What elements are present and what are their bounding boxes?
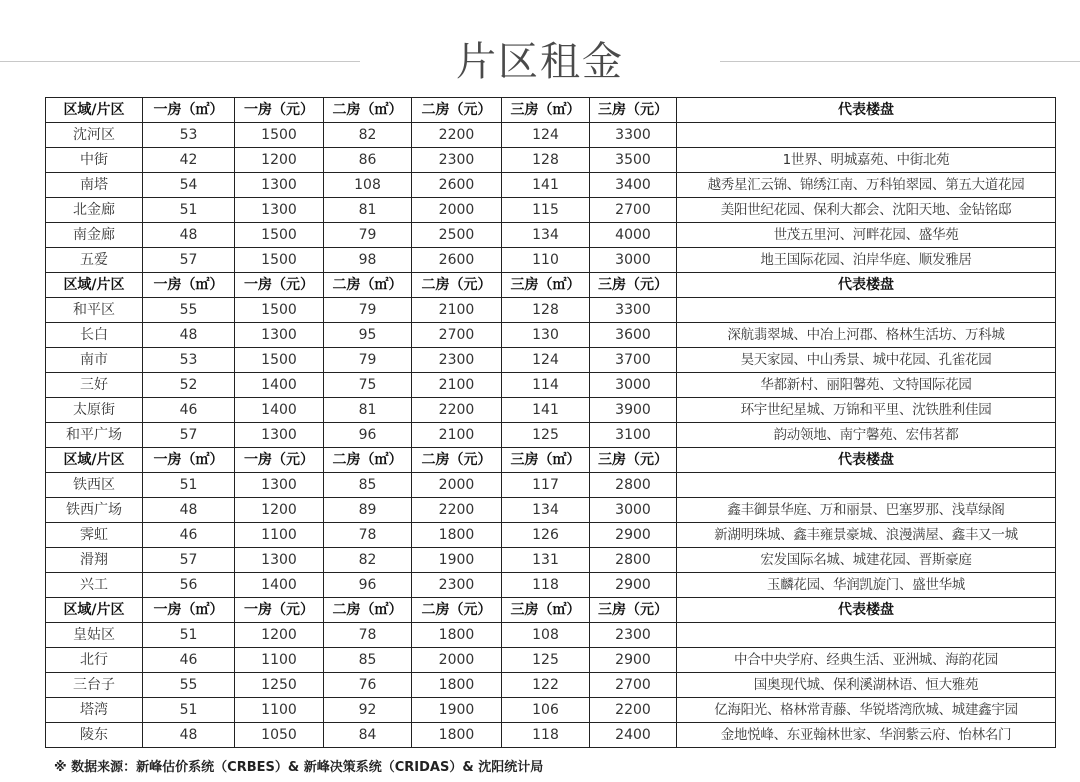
table-row bbox=[46, 423, 1056, 448]
district-cell: 沈河区 bbox=[46, 123, 143, 148]
two-room-area-cell: 76 bbox=[324, 673, 412, 698]
one-room-rent-cell: 1300 bbox=[235, 473, 324, 498]
one-room-rent-cell: 1300 bbox=[235, 548, 324, 573]
one-room-area-cell: 53 bbox=[143, 348, 235, 373]
column-header: 三房（㎡） bbox=[502, 598, 590, 623]
projects-cell: 玉麟花园、华润凯旋门、盛世华城 bbox=[677, 573, 1056, 598]
one-room-rent-cell: 1300 bbox=[235, 323, 324, 348]
two-room-rent-cell: 1800 bbox=[412, 623, 502, 648]
three-room-rent-cell: 2200 bbox=[590, 698, 677, 723]
one-room-area-cell: 55 bbox=[143, 298, 235, 323]
title-row bbox=[0, 32, 1080, 92]
table-row bbox=[46, 673, 1056, 698]
three-room-rent-cell: 2700 bbox=[590, 673, 677, 698]
district-summary-row bbox=[46, 473, 1056, 498]
three-room-rent-cell: 3000 bbox=[590, 373, 677, 398]
district-cell: 霁虹 bbox=[46, 523, 143, 548]
one-room-area-cell: 54 bbox=[143, 173, 235, 198]
projects-cell bbox=[677, 298, 1056, 323]
three-room-area-cell: 128 bbox=[502, 148, 590, 173]
column-header: 二房（㎡） bbox=[324, 98, 412, 123]
column-header: 一房（元） bbox=[235, 273, 324, 298]
one-room-rent-cell: 1100 bbox=[235, 698, 324, 723]
three-room-rent-cell: 3300 bbox=[590, 123, 677, 148]
one-room-area-cell: 52 bbox=[143, 373, 235, 398]
three-room-rent-cell: 3100 bbox=[590, 423, 677, 448]
projects-cell: 中合中央学府、经典生活、亚洲城、海韵花园 bbox=[677, 648, 1056, 673]
one-room-rent-cell: 1200 bbox=[235, 498, 324, 523]
projects-cell: 昊天家园、中山秀景、城中花园、孔雀花园 bbox=[677, 348, 1056, 373]
table-header-row bbox=[46, 98, 1056, 123]
two-room-rent-cell: 2100 bbox=[412, 373, 502, 398]
column-header: 区域/片区 bbox=[46, 598, 143, 623]
three-room-rent-cell: 3000 bbox=[590, 248, 677, 273]
one-room-area-cell: 53 bbox=[143, 123, 235, 148]
three-room-rent-cell: 2900 bbox=[590, 523, 677, 548]
two-room-area-cell: 89 bbox=[324, 498, 412, 523]
one-room-rent-cell: 1200 bbox=[235, 148, 324, 173]
table-row bbox=[46, 573, 1056, 598]
one-room-rent-cell: 1400 bbox=[235, 398, 324, 423]
two-room-area-cell: 85 bbox=[324, 648, 412, 673]
three-room-area-cell: 141 bbox=[502, 173, 590, 198]
one-room-area-cell: 48 bbox=[143, 323, 235, 348]
projects-cell: 环宇世纪星城、万锦和平里、沈铁胜利佳园 bbox=[677, 398, 1056, 423]
projects-cell: 华都新村、丽阳馨苑、文特国际花园 bbox=[677, 373, 1056, 398]
two-room-area-cell: 86 bbox=[324, 148, 412, 173]
two-room-area-cell: 92 bbox=[324, 698, 412, 723]
three-room-rent-cell: 2700 bbox=[590, 198, 677, 223]
two-room-area-cell: 81 bbox=[324, 398, 412, 423]
one-room-rent-cell: 1400 bbox=[235, 573, 324, 598]
table-header-row bbox=[46, 598, 1056, 623]
column-header: 三房（元） bbox=[590, 598, 677, 623]
two-room-rent-cell: 2200 bbox=[412, 123, 502, 148]
column-header: 一房（㎡） bbox=[143, 98, 235, 123]
table-row bbox=[46, 498, 1056, 523]
column-header: 二房（元） bbox=[412, 273, 502, 298]
column-header: 代表楼盘 bbox=[677, 598, 1056, 623]
two-room-area-cell: 108 bbox=[324, 173, 412, 198]
table-row bbox=[46, 373, 1056, 398]
one-room-area-cell: 57 bbox=[143, 548, 235, 573]
three-room-area-cell: 125 bbox=[502, 423, 590, 448]
one-room-rent-cell: 1500 bbox=[235, 348, 324, 373]
column-header: 一房（元） bbox=[235, 598, 324, 623]
three-room-area-cell: 114 bbox=[502, 373, 590, 398]
one-room-area-cell: 51 bbox=[143, 473, 235, 498]
rent-table bbox=[45, 97, 1056, 748]
page-title: 片区租金 bbox=[456, 39, 624, 85]
three-room-rent-cell: 3500 bbox=[590, 148, 677, 173]
two-room-rent-cell: 2200 bbox=[412, 498, 502, 523]
one-room-area-cell: 46 bbox=[143, 523, 235, 548]
table-row bbox=[46, 698, 1056, 723]
two-room-area-cell: 98 bbox=[324, 248, 412, 273]
data-source-footnote: ※ 数据来源：新峰估价系统（CRBES）& 新峰决策系统（CRIDAS）& 沈阳统计局 bbox=[54, 760, 544, 775]
three-room-rent-cell: 2800 bbox=[590, 548, 677, 573]
table-row bbox=[46, 223, 1056, 248]
column-header: 代表楼盘 bbox=[677, 273, 1056, 298]
table-row bbox=[46, 348, 1056, 373]
district-cell: 铁西广场 bbox=[46, 498, 143, 523]
one-room-area-cell: 48 bbox=[143, 223, 235, 248]
two-room-area-cell: 79 bbox=[324, 298, 412, 323]
column-header: 二房（㎡） bbox=[324, 273, 412, 298]
title-divider-right bbox=[720, 61, 1080, 62]
table-row bbox=[46, 198, 1056, 223]
table-row bbox=[46, 398, 1056, 423]
table-row bbox=[46, 548, 1056, 573]
two-room-rent-cell: 1900 bbox=[412, 698, 502, 723]
projects-cell: 世茂五里河、河畔花园、盛华苑 bbox=[677, 223, 1056, 248]
projects-cell bbox=[677, 623, 1056, 648]
column-header: 三房（元） bbox=[590, 448, 677, 473]
column-header: 三房（元） bbox=[590, 98, 677, 123]
column-header: 区域/片区 bbox=[46, 273, 143, 298]
one-room-area-cell: 46 bbox=[143, 398, 235, 423]
one-room-area-cell: 48 bbox=[143, 723, 235, 748]
three-room-area-cell: 126 bbox=[502, 523, 590, 548]
district-cell: 和平区 bbox=[46, 298, 143, 323]
projects-cell: 韵动领地、南宁馨苑、宏伟茗都 bbox=[677, 423, 1056, 448]
district-cell: 三台子 bbox=[46, 673, 143, 698]
district-cell: 兴工 bbox=[46, 573, 143, 598]
table-header-row bbox=[46, 273, 1056, 298]
two-room-area-cell: 78 bbox=[324, 623, 412, 648]
table-row bbox=[46, 648, 1056, 673]
one-room-area-cell: 56 bbox=[143, 573, 235, 598]
three-room-area-cell: 118 bbox=[502, 573, 590, 598]
one-room-area-cell: 55 bbox=[143, 673, 235, 698]
one-room-rent-cell: 1250 bbox=[235, 673, 324, 698]
table-row bbox=[46, 148, 1056, 173]
one-room-rent-cell: 1300 bbox=[235, 198, 324, 223]
column-header: 二房（元） bbox=[412, 448, 502, 473]
two-room-area-cell: 79 bbox=[324, 223, 412, 248]
three-room-area-cell: 134 bbox=[502, 498, 590, 523]
two-room-area-cell: 82 bbox=[324, 548, 412, 573]
three-room-area-cell: 130 bbox=[502, 323, 590, 348]
two-room-rent-cell: 1800 bbox=[412, 523, 502, 548]
column-header: 三房（㎡） bbox=[502, 448, 590, 473]
two-room-rent-cell: 2600 bbox=[412, 173, 502, 198]
column-header: 三房（㎡） bbox=[502, 273, 590, 298]
table-header-row bbox=[46, 448, 1056, 473]
one-room-area-cell: 57 bbox=[143, 423, 235, 448]
three-room-area-cell: 134 bbox=[502, 223, 590, 248]
district-cell: 塔湾 bbox=[46, 698, 143, 723]
one-room-area-cell: 51 bbox=[143, 623, 235, 648]
one-room-rent-cell: 1400 bbox=[235, 373, 324, 398]
three-room-rent-cell: 2800 bbox=[590, 473, 677, 498]
three-room-rent-cell: 2900 bbox=[590, 573, 677, 598]
three-room-rent-cell: 3300 bbox=[590, 298, 677, 323]
column-header: 二房（㎡） bbox=[324, 448, 412, 473]
one-room-rent-cell: 1500 bbox=[235, 248, 324, 273]
two-room-rent-cell: 1800 bbox=[412, 673, 502, 698]
two-room-rent-cell: 2300 bbox=[412, 148, 502, 173]
two-room-area-cell: 84 bbox=[324, 723, 412, 748]
table-row bbox=[46, 323, 1056, 348]
one-room-rent-cell: 1100 bbox=[235, 648, 324, 673]
two-room-rent-cell: 2300 bbox=[412, 348, 502, 373]
two-room-area-cell: 81 bbox=[324, 198, 412, 223]
district-cell: 三好 bbox=[46, 373, 143, 398]
projects-cell: 地王国际花园、泊岸华庭、顺发雅居 bbox=[677, 248, 1056, 273]
two-room-area-cell: 78 bbox=[324, 523, 412, 548]
district-cell: 南市 bbox=[46, 348, 143, 373]
column-header: 三房（元） bbox=[590, 273, 677, 298]
district-cell: 太原街 bbox=[46, 398, 143, 423]
two-room-rent-cell: 2600 bbox=[412, 248, 502, 273]
projects-cell: 宏发国际名城、城建花园、晋斯豪庭 bbox=[677, 548, 1056, 573]
projects-cell: 亿海阳光、格林常青藤、华锐塔湾欣城、城建鑫宇园 bbox=[677, 698, 1056, 723]
three-room-area-cell: 141 bbox=[502, 398, 590, 423]
two-room-area-cell: 96 bbox=[324, 423, 412, 448]
three-room-rent-cell: 4000 bbox=[590, 223, 677, 248]
district-cell: 陵东 bbox=[46, 723, 143, 748]
table-row bbox=[46, 523, 1056, 548]
three-room-area-cell: 124 bbox=[502, 123, 590, 148]
two-room-rent-cell: 2300 bbox=[412, 573, 502, 598]
two-room-area-cell: 95 bbox=[324, 323, 412, 348]
column-header: 区域/片区 bbox=[46, 98, 143, 123]
three-room-area-cell: 108 bbox=[502, 623, 590, 648]
three-room-rent-cell: 2400 bbox=[590, 723, 677, 748]
one-room-area-cell: 51 bbox=[143, 198, 235, 223]
table-row bbox=[46, 723, 1056, 748]
column-header: 区域/片区 bbox=[46, 448, 143, 473]
one-room-rent-cell: 1500 bbox=[235, 123, 324, 148]
district-cell: 滑翔 bbox=[46, 548, 143, 573]
one-room-area-cell: 48 bbox=[143, 498, 235, 523]
district-cell: 五爱 bbox=[46, 248, 143, 273]
three-room-rent-cell: 3000 bbox=[590, 498, 677, 523]
two-room-rent-cell: 2000 bbox=[412, 473, 502, 498]
three-room-rent-cell: 2300 bbox=[590, 623, 677, 648]
column-header: 三房（㎡） bbox=[502, 98, 590, 123]
district-cell: 皇姑区 bbox=[46, 623, 143, 648]
two-room-area-cell: 96 bbox=[324, 573, 412, 598]
projects-cell: 鑫丰御景华庭、万和丽景、巴塞罗那、浅草绿阁 bbox=[677, 498, 1056, 523]
projects-cell: 金地悦峰、东亚翰林世家、华润紫云府、怡林名门 bbox=[677, 723, 1056, 748]
district-cell: 和平广场 bbox=[46, 423, 143, 448]
two-room-rent-cell: 1900 bbox=[412, 548, 502, 573]
district-cell: 铁西区 bbox=[46, 473, 143, 498]
projects-cell: 美阳世纪花园、保利大都会、沈阳天地、金钻铭邸 bbox=[677, 198, 1056, 223]
three-room-rent-cell: 3900 bbox=[590, 398, 677, 423]
title-divider-left bbox=[0, 61, 360, 62]
two-room-area-cell: 85 bbox=[324, 473, 412, 498]
one-room-rent-cell: 1200 bbox=[235, 623, 324, 648]
projects-cell: 新湖明珠城、鑫丰雍景豪城、浪漫满屋、鑫丰又一城 bbox=[677, 523, 1056, 548]
three-room-rent-cell: 3400 bbox=[590, 173, 677, 198]
column-header: 二房（元） bbox=[412, 98, 502, 123]
column-header: 一房（㎡） bbox=[143, 598, 235, 623]
column-header: 一房（元） bbox=[235, 98, 324, 123]
three-room-rent-cell: 3600 bbox=[590, 323, 677, 348]
district-cell: 南塔 bbox=[46, 173, 143, 198]
two-room-rent-cell: 2000 bbox=[412, 198, 502, 223]
column-header: 一房（元） bbox=[235, 448, 324, 473]
two-room-rent-cell: 2200 bbox=[412, 398, 502, 423]
one-room-rent-cell: 1500 bbox=[235, 298, 324, 323]
one-room-area-cell: 42 bbox=[143, 148, 235, 173]
three-room-area-cell: 122 bbox=[502, 673, 590, 698]
two-room-area-cell: 75 bbox=[324, 373, 412, 398]
one-room-rent-cell: 1050 bbox=[235, 723, 324, 748]
three-room-rent-cell: 2900 bbox=[590, 648, 677, 673]
one-room-rent-cell: 1500 bbox=[235, 223, 324, 248]
two-room-rent-cell: 1800 bbox=[412, 723, 502, 748]
projects-cell bbox=[677, 123, 1056, 148]
two-room-rent-cell: 2000 bbox=[412, 648, 502, 673]
district-cell: 北金廊 bbox=[46, 198, 143, 223]
projects-cell: 越秀星汇云锦、锦绣江南、万科铂翠园、第五大道花园 bbox=[677, 173, 1056, 198]
table-row bbox=[46, 173, 1056, 198]
three-room-area-cell: 125 bbox=[502, 648, 590, 673]
two-room-rent-cell: 2100 bbox=[412, 423, 502, 448]
one-room-rent-cell: 1300 bbox=[235, 173, 324, 198]
district-cell: 南金廊 bbox=[46, 223, 143, 248]
district-summary-row bbox=[46, 623, 1056, 648]
projects-cell: 国奥现代城、保利溪湖林语、恒大雅苑 bbox=[677, 673, 1056, 698]
two-room-area-cell: 79 bbox=[324, 348, 412, 373]
column-header: 二房（㎡） bbox=[324, 598, 412, 623]
one-room-rent-cell: 1100 bbox=[235, 523, 324, 548]
three-room-area-cell: 128 bbox=[502, 298, 590, 323]
district-cell: 北行 bbox=[46, 648, 143, 673]
table-row bbox=[46, 248, 1056, 273]
district-cell: 中街 bbox=[46, 148, 143, 173]
projects-cell bbox=[677, 473, 1056, 498]
district-summary-row bbox=[46, 298, 1056, 323]
two-room-rent-cell: 2100 bbox=[412, 298, 502, 323]
three-room-area-cell: 115 bbox=[502, 198, 590, 223]
three-room-rent-cell: 3700 bbox=[590, 348, 677, 373]
column-header: 代表楼盘 bbox=[677, 98, 1056, 123]
projects-cell: 1世界、明城嘉苑、中街北苑 bbox=[677, 148, 1056, 173]
two-room-rent-cell: 2700 bbox=[412, 323, 502, 348]
column-header: 一房（㎡） bbox=[143, 448, 235, 473]
one-room-area-cell: 46 bbox=[143, 648, 235, 673]
two-room-rent-cell: 2500 bbox=[412, 223, 502, 248]
column-header: 一房（㎡） bbox=[143, 273, 235, 298]
projects-cell: 深航翡翠城、中冶上河郡、格林生活坊、万科城 bbox=[677, 323, 1056, 348]
one-room-area-cell: 51 bbox=[143, 698, 235, 723]
three-room-area-cell: 106 bbox=[502, 698, 590, 723]
three-room-area-cell: 124 bbox=[502, 348, 590, 373]
three-room-area-cell: 117 bbox=[502, 473, 590, 498]
three-room-area-cell: 110 bbox=[502, 248, 590, 273]
two-room-area-cell: 82 bbox=[324, 123, 412, 148]
column-header: 代表楼盘 bbox=[677, 448, 1056, 473]
column-header: 二房（元） bbox=[412, 598, 502, 623]
one-room-rent-cell: 1300 bbox=[235, 423, 324, 448]
three-room-area-cell: 131 bbox=[502, 548, 590, 573]
district-cell: 长白 bbox=[46, 323, 143, 348]
three-room-area-cell: 118 bbox=[502, 723, 590, 748]
one-room-area-cell: 57 bbox=[143, 248, 235, 273]
district-summary-row bbox=[46, 123, 1056, 148]
